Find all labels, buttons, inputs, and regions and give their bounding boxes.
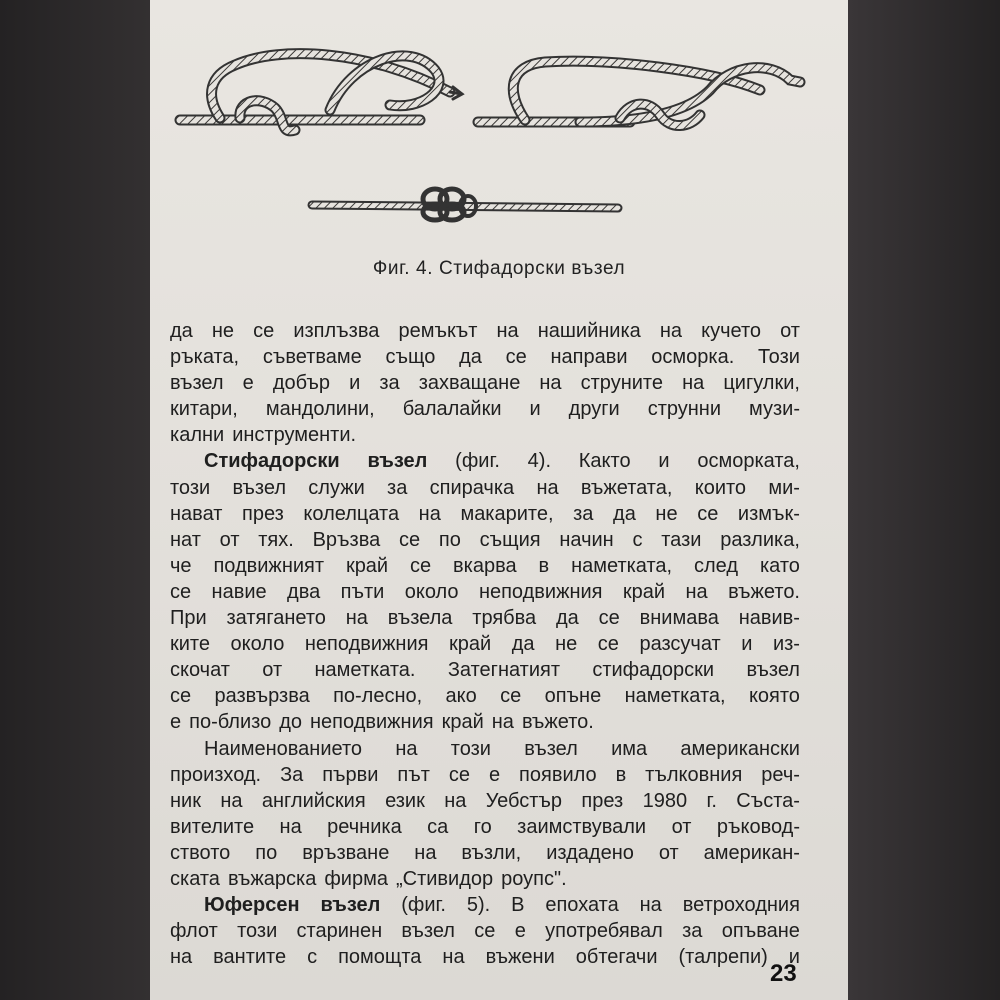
word: се (170, 580, 192, 603)
word: възела (387, 607, 453, 630)
text-line (170, 788, 800, 814)
text-line (170, 866, 800, 892)
word: да (459, 346, 482, 369)
word: произход. (170, 763, 262, 786)
word: осморката, (697, 450, 800, 473)
word: заимствували (517, 815, 647, 838)
word: на (442, 946, 465, 969)
word: наметката, (571, 554, 673, 577)
text-line (170, 944, 800, 970)
word: край (622, 580, 666, 603)
word: роупс". (501, 867, 567, 890)
word: от (658, 841, 679, 864)
word: не (555, 633, 578, 656)
word: вантите (213, 946, 287, 969)
word: и (788, 946, 800, 969)
text-line (170, 501, 800, 527)
text-line (170, 370, 800, 396)
word: В (511, 894, 525, 917)
text-line (170, 762, 800, 788)
word: са (427, 815, 449, 838)
text-line (170, 396, 800, 422)
word: с (307, 946, 318, 969)
word: на (170, 946, 193, 969)
word: които (694, 476, 747, 499)
word: китари, (170, 398, 238, 421)
word: по-близо (189, 711, 272, 734)
word: 4). (527, 450, 551, 473)
word: ството (170, 841, 231, 864)
text-line (170, 631, 800, 657)
word: обтегачи (575, 946, 658, 969)
word: ник (170, 789, 201, 812)
word: въжето. (521, 711, 594, 734)
word: захващане (418, 372, 521, 395)
word: измък- (737, 502, 800, 525)
word: да (170, 320, 193, 342)
body-text (170, 318, 800, 970)
word: на (496, 320, 519, 342)
word: Наименованието (204, 737, 363, 760)
text-line (170, 422, 800, 448)
word: старинен (296, 920, 383, 943)
knot-illustration (150, 0, 848, 250)
word: се (448, 763, 470, 786)
bold-term: възел (320, 894, 381, 917)
word: колелцата (303, 502, 400, 525)
word: употребявал (545, 920, 663, 943)
word: епохата (545, 894, 619, 917)
word: г. (706, 789, 717, 812)
word: да (556, 607, 579, 630)
word: вителите (170, 815, 255, 838)
word: около (404, 580, 459, 603)
knot-drawing-left (180, 54, 462, 131)
word: от (262, 659, 283, 682)
word: нават (170, 502, 223, 525)
word: кучето (701, 320, 762, 342)
word: въжени (485, 946, 555, 969)
word: наметката, (624, 685, 726, 708)
bold-term: Стифадорски (204, 450, 340, 473)
word: която (748, 685, 800, 708)
word: е (514, 920, 526, 943)
word: помощта (338, 946, 422, 969)
word: балалайки (402, 398, 502, 421)
word: осморка. (651, 346, 735, 369)
word: за (682, 920, 703, 943)
word: ската (170, 867, 220, 890)
word: начин (559, 528, 614, 551)
word: и (658, 450, 670, 473)
word: език (385, 789, 425, 812)
word: този (237, 920, 278, 943)
word: За (280, 763, 304, 786)
word: е (242, 372, 254, 395)
word: се (597, 633, 619, 656)
word: неподвижния (304, 633, 429, 656)
word: като (759, 554, 800, 577)
word: не (655, 502, 678, 525)
bold-term: възел (367, 450, 428, 473)
book-page (150, 0, 848, 1000)
word: появило (519, 763, 597, 786)
text-line (170, 344, 800, 370)
word: навие (211, 580, 267, 603)
word: на (444, 789, 467, 812)
word: затягането (226, 607, 326, 630)
word: струнни (647, 398, 722, 421)
word: разлика, (720, 528, 800, 551)
word: мандолини, (265, 398, 375, 421)
page-number: 23 (770, 960, 797, 987)
word: се (410, 554, 432, 577)
word: Съста- (736, 789, 800, 812)
word: скочат (170, 659, 230, 682)
word: се (474, 920, 496, 943)
word: Затегнатият (447, 659, 560, 682)
text-line (170, 709, 800, 735)
word: пъти (340, 580, 385, 603)
word: се (253, 320, 275, 342)
word: този (450, 737, 491, 760)
word: около (230, 633, 285, 656)
word: ако (445, 685, 477, 708)
word: възел (524, 737, 578, 760)
word: за (379, 372, 400, 395)
word: на (639, 894, 662, 917)
word: вкарва (453, 554, 517, 577)
word: път (397, 763, 430, 786)
word: служи (308, 476, 365, 499)
word: неподвижния (478, 580, 603, 603)
word: се (505, 346, 527, 369)
word: го (473, 815, 492, 838)
word: макарите, (460, 502, 554, 525)
word: опъване (721, 920, 800, 943)
word: два (287, 580, 321, 603)
word: да (511, 633, 535, 656)
text-line (170, 475, 800, 501)
word: трябва (472, 607, 537, 630)
word: се (598, 607, 620, 630)
word: нат (170, 528, 201, 551)
word: не (211, 320, 235, 342)
word: на (414, 841, 437, 864)
word: възел (401, 920, 455, 943)
word: (фиг. (455, 450, 500, 473)
text-line (170, 814, 800, 840)
word: да (613, 502, 636, 525)
text-line (170, 918, 800, 944)
word: на (685, 580, 708, 603)
word: и (529, 398, 541, 421)
word: се (500, 685, 522, 708)
word: на (220, 789, 243, 812)
text-line (170, 840, 800, 866)
word: 1980 (642, 789, 688, 812)
word: че (170, 554, 192, 577)
word: ветроходния (682, 894, 800, 917)
word: развързва (214, 685, 310, 708)
word: е (488, 763, 501, 786)
bold-term: Юферсен (204, 894, 300, 917)
word: край (345, 554, 389, 577)
word: до (279, 711, 303, 734)
word: в (615, 763, 627, 786)
word: също (385, 346, 436, 369)
word: край (441, 711, 484, 734)
word: на (345, 607, 368, 630)
word: разсучат (639, 633, 721, 656)
word: на (536, 476, 559, 499)
word: се (170, 685, 192, 708)
word: възел (746, 659, 800, 682)
word: ръката, (170, 346, 240, 369)
word: нашийника (537, 320, 641, 342)
text-line (170, 683, 800, 709)
word: музи- (749, 398, 800, 421)
text-line (170, 657, 800, 683)
word: по (438, 528, 461, 551)
word: струните (580, 372, 663, 395)
word: подвижният (213, 554, 325, 577)
text-line (170, 527, 800, 553)
word: край (449, 633, 492, 656)
word: и (349, 372, 361, 395)
word: При (170, 607, 207, 630)
word: „Стивидор (395, 867, 494, 890)
word: през (242, 502, 284, 525)
word: с (632, 528, 643, 551)
word: ките (170, 633, 210, 656)
word: по (255, 841, 278, 864)
word: кални (170, 424, 225, 447)
word: в (538, 554, 550, 577)
word: флот (170, 920, 218, 943)
text-line (170, 579, 800, 605)
word: съветваме (262, 346, 362, 369)
word: добър (272, 372, 331, 395)
word: възел (170, 372, 224, 395)
word: за (387, 476, 408, 499)
word: реч- (761, 763, 800, 786)
word: Както (578, 450, 631, 473)
word: същия (479, 528, 541, 551)
word: е (170, 711, 182, 734)
word: се (399, 528, 421, 551)
word: този (170, 476, 211, 499)
word: речника (327, 815, 402, 838)
word: на (659, 320, 683, 342)
word: ми- (768, 476, 800, 499)
word: се (697, 502, 719, 525)
word: тази (661, 528, 702, 551)
text-line (170, 448, 800, 474)
word: американски (680, 737, 800, 760)
word: след (694, 554, 739, 577)
word: 5). (466, 894, 491, 917)
word: на (682, 372, 705, 395)
word: други (568, 398, 620, 421)
word: (фиг. (401, 894, 446, 917)
word: направи (550, 346, 628, 369)
word: инструменти. (232, 424, 357, 447)
word: от (671, 815, 692, 838)
word: Уебстър (485, 789, 563, 812)
word: на (539, 372, 562, 395)
word: възел (232, 476, 287, 499)
word: по-лесно, (333, 685, 423, 708)
word: от (219, 528, 240, 551)
word: за (573, 502, 594, 525)
figure-caption: Фиг. 4. Стифадорски възел (372, 258, 626, 279)
text-line (170, 736, 800, 762)
word: на (279, 815, 302, 838)
knot-drawing-tied (312, 189, 618, 220)
word: фирма (324, 867, 388, 890)
word: Този (758, 346, 800, 369)
text-line (170, 318, 800, 344)
word: навив- (738, 607, 800, 630)
word: първи (322, 763, 379, 786)
word: английския (261, 789, 366, 812)
text-line (170, 892, 800, 918)
word: ръковод- (716, 815, 800, 838)
word: издадено (546, 841, 634, 864)
word: изплъзва (293, 320, 380, 342)
word: (талрепи) (678, 946, 768, 969)
word: наметката. (314, 659, 416, 682)
word: опъне (544, 685, 602, 708)
word: има (611, 737, 648, 760)
word: въжетата, (580, 476, 673, 499)
word: внимава (639, 607, 719, 630)
word: от (780, 320, 800, 342)
word: връзване (302, 841, 390, 864)
word: тях. (258, 528, 294, 551)
word: спирачка (429, 476, 515, 499)
text-line (170, 605, 800, 631)
word: на (395, 737, 418, 760)
word: през (581, 789, 624, 812)
word: американ- (703, 841, 800, 864)
word: въжарска (227, 867, 317, 890)
word: въжето. (728, 580, 800, 603)
word: цигулки, (723, 372, 800, 395)
text-line (170, 553, 800, 579)
word: и (741, 633, 753, 656)
word: тълковния (645, 763, 743, 786)
knot-drawing-right (478, 61, 800, 125)
word: на (418, 502, 441, 525)
word: из- (772, 633, 800, 656)
left-background (0, 0, 150, 1000)
word: стифадорски (592, 659, 715, 682)
word: Връзва (312, 528, 381, 551)
word: ремъкът (398, 320, 478, 342)
word: неподвижния (310, 711, 434, 734)
right-background (848, 0, 1000, 1000)
word: на (491, 711, 514, 734)
word: възли, (461, 841, 522, 864)
